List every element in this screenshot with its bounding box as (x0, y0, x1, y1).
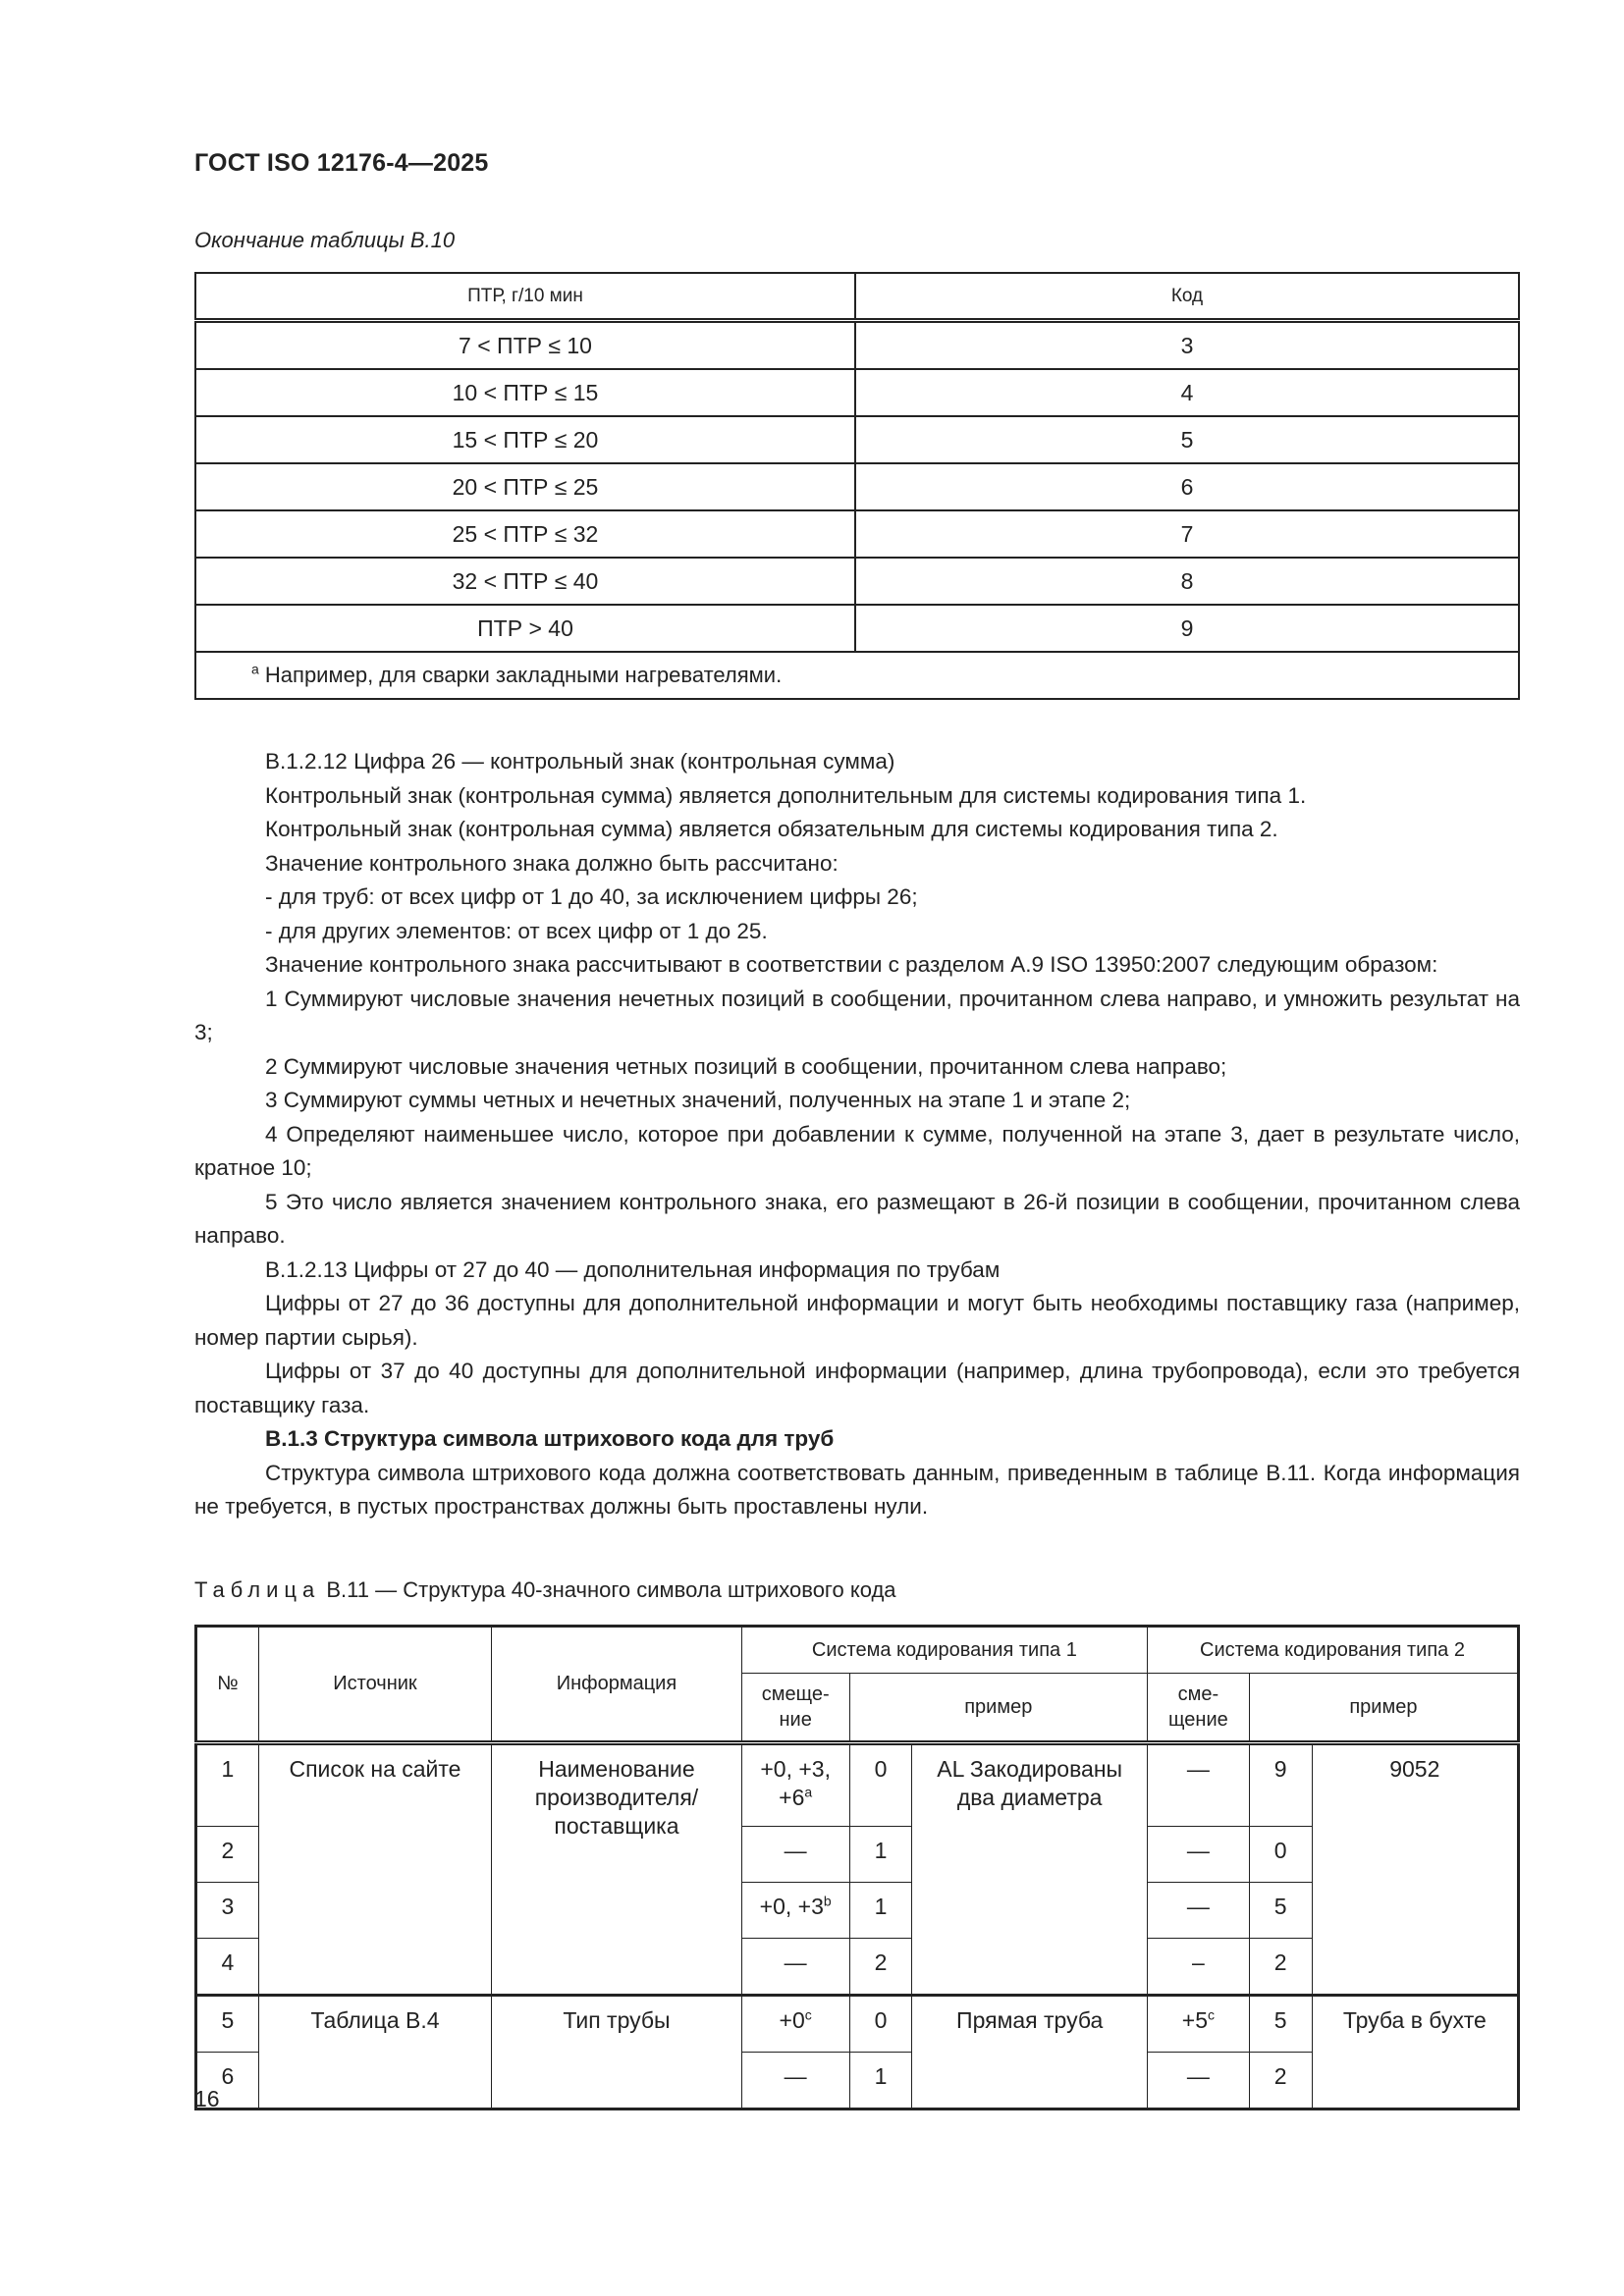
code1-cell: 1 (849, 1883, 912, 1939)
example1-cell: AL Закодированы два диаметра (912, 1743, 1148, 1996)
code-cell: 3 (855, 321, 1519, 370)
code-cell: 7 (855, 510, 1519, 558)
example2-cell: 9052 (1312, 1743, 1518, 1996)
table-row (196, 1743, 1519, 1827)
num-cell: 1 (196, 1743, 259, 1827)
offset2-cell: – (1147, 1939, 1249, 1996)
table-row (195, 605, 1519, 652)
table-row (195, 463, 1519, 510)
subsection-heading-b1212: B.1.2.12 Цифра 26 — контрольный знак (контрольная сумма) (265, 749, 895, 774)
paragraph: Цифры от 37 до 40 доступны для дополнительной информации (например, длина трубопровода), если это требуется поставщику газа. (194, 1359, 1520, 1417)
offset1-cell: — (741, 1827, 849, 1883)
column-header-code: Код (855, 273, 1519, 321)
paragraph: Контрольный знак (контрольная сумма) является обязательным для системы кодирования типа 2. (265, 817, 1278, 841)
table-footnote (195, 652, 1519, 699)
document-id-header: ГОСТ ISO 12176-4—2025 (194, 149, 489, 177)
code2-cell: 0 (1249, 1827, 1312, 1883)
step-item: 5 Это число является значением контрольного знака, его размещают в 26-й позиции в сообщении, прочитанном слева направо. (194, 1189, 1520, 1248)
table-b11 (194, 1625, 1520, 2110)
code-cell: 5 (855, 416, 1519, 463)
num-cell: 6 (196, 2053, 259, 2109)
source-cell: Таблица B.4 (258, 1996, 491, 2109)
step-item: 4 Определяют наименьшее число, которое при добавлении к сумме, полученной на этапе 3, дает в результате число, кратное 10; (194, 1121, 1520, 1180)
table-row (196, 1996, 1519, 2053)
column-header-system1: Система кодирования типа 1 (741, 1627, 1147, 1674)
table-row (195, 558, 1519, 605)
table-b10-continuation-caption: Окончание таблицы B.10 (194, 228, 456, 252)
code-cell: 6 (855, 463, 1519, 510)
num-cell: 3 (196, 1883, 259, 1939)
list-item: - для труб: от всех цифр от 1 до 40, за исключением цифры 26; (265, 884, 918, 909)
code1-cell: 2 (849, 1939, 912, 1996)
table-b10 (194, 272, 1520, 700)
column-header-source: Источник (258, 1627, 491, 1743)
table-row (195, 416, 1519, 463)
num-cell: 5 (196, 1996, 259, 2053)
mfr-range-cell: 25 < ПТР ≤ 32 (195, 510, 855, 558)
code-cell: 8 (855, 558, 1519, 605)
code2-cell: 2 (1249, 2053, 1312, 2109)
column-header-mfr: ПТР, г/10 мин (195, 273, 855, 321)
code-cell: 4 (855, 369, 1519, 416)
list-item: - для других элементов: от всех цифр от 1 до 25. (265, 918, 768, 943)
paragraph: Цифры от 27 до 36 доступны для дополнительной информации и могут быть необходимы поставщику газа (например, номер партии сырья). (194, 1291, 1520, 1350)
caption-text: B.11 — Структура 40-значного символа штрихового кода (320, 1577, 896, 1602)
offset2-cell: — (1147, 1883, 1249, 1939)
body-text (194, 745, 1520, 1524)
code1-cell: 1 (849, 1827, 912, 1883)
paragraph: Значение контрольного знака рассчитывают в соответствии с разделом A.9 ISO 13950:2007 следующим образом: (265, 952, 1438, 977)
caption-label: Таблица (194, 1577, 321, 1602)
table-header-row (195, 273, 1519, 321)
table-row (195, 369, 1519, 416)
code2-cell: 9 (1249, 1743, 1312, 1827)
step-item: 3 Суммируют суммы четных и нечетных значений, полученных на этапе 1 и этапе 2; (265, 1088, 1131, 1112)
offset1-cell: +0, $+3^b$ (741, 1883, 849, 1939)
table-footnote-row (195, 652, 1519, 699)
offset1-cell: $+0^c$ (741, 1996, 849, 2053)
column-header-system2: Система кодирования типа 2 (1147, 1627, 1518, 1674)
offset1-cell: — (741, 1939, 849, 1996)
num-cell: 2 (196, 1827, 259, 1883)
example2-cell: Труба в бухте (1312, 1996, 1518, 2109)
offset2-cell: — (1147, 1743, 1249, 1827)
mfr-range-cell: ПТР > 40 (195, 605, 855, 652)
column-header-info: Информация (492, 1627, 742, 1743)
table-row (195, 510, 1519, 558)
column-header-offset2: сме- щение (1147, 1674, 1249, 1743)
offset1-cell: +0, +3, $+6^a$ (741, 1743, 849, 1827)
offset2-cell: $+5^c$ (1147, 1996, 1249, 2053)
page-number: 16 (194, 2086, 220, 2111)
paragraph: Контрольный знак (контрольная сумма) является дополнительным для системы кодирования типа 1. (265, 782, 1307, 808)
table-header-row (196, 1627, 1519, 1674)
step-item: 1 Суммируют числовые значения нечетных позиций в сообщении, прочитанном слева направо, и умножить результат на 3; (194, 986, 1520, 1044)
column-header-num: № (196, 1627, 259, 1743)
info-cell: Наименование производителя/ поставщика (492, 1743, 742, 1996)
code2-cell: 5 (1249, 1996, 1312, 2053)
offset1-cell: — (741, 2053, 849, 2109)
footnote-text: Например, для сварки закладными нагревателями. (258, 663, 783, 687)
column-header-example1: пример (849, 1674, 1147, 1743)
step-item: 2 Суммируют числовые значения четных позиций в сообщении, прочитанном слева направо; (265, 1053, 1227, 1079)
paragraph: Структура символа штрихового кода должна соответствовать данным, приведенным в таблице B.11. Когда информация не требуется, в пустых пространствах должны быть проставлены нули. (194, 1460, 1520, 1519)
code2-cell: 5 (1249, 1883, 1312, 1939)
code1-cell: 0 (849, 1743, 912, 1827)
column-header-example2: пример (1249, 1674, 1518, 1743)
table-b11-caption (194, 1577, 896, 1603)
mfr-range-cell: 20 < ПТР ≤ 25 (195, 463, 855, 510)
mfr-range-cell: 7 < ПТР ≤ 10 (195, 321, 855, 370)
column-header-offset1: смеще- ние (741, 1674, 849, 1743)
code2-cell: 2 (1249, 1939, 1312, 1996)
paragraph: Значение контрольного знака должно быть рассчитано: (265, 850, 839, 876)
mfr-range-cell: 32 < ПТР ≤ 40 (195, 558, 855, 605)
example1-cell: Прямая труба (912, 1996, 1148, 2109)
footnote-mark: a (251, 661, 259, 677)
offset2-cell: — (1147, 1827, 1249, 1883)
info-cell: Тип трубы (492, 1996, 742, 2109)
code-cell: 9 (855, 605, 1519, 652)
code1-cell: 1 (849, 2053, 912, 2109)
subsection-heading-b1213: B.1.2.13 Цифры от 27 до 40 — дополнительная информация по трубам (265, 1256, 1001, 1282)
mfr-range-cell: 10 < ПТР ≤ 15 (195, 369, 855, 416)
section-heading-b13: B.1.3 Структура символа штрихового кода для труб (265, 1426, 835, 1451)
num-cell: 4 (196, 1939, 259, 1996)
source-cell: Список на сайте (258, 1743, 491, 1996)
offset2-cell: — (1147, 2053, 1249, 2109)
table-row (195, 321, 1519, 370)
mfr-range-cell: 15 < ПТР ≤ 20 (195, 416, 855, 463)
code1-cell: 0 (849, 1996, 912, 2053)
